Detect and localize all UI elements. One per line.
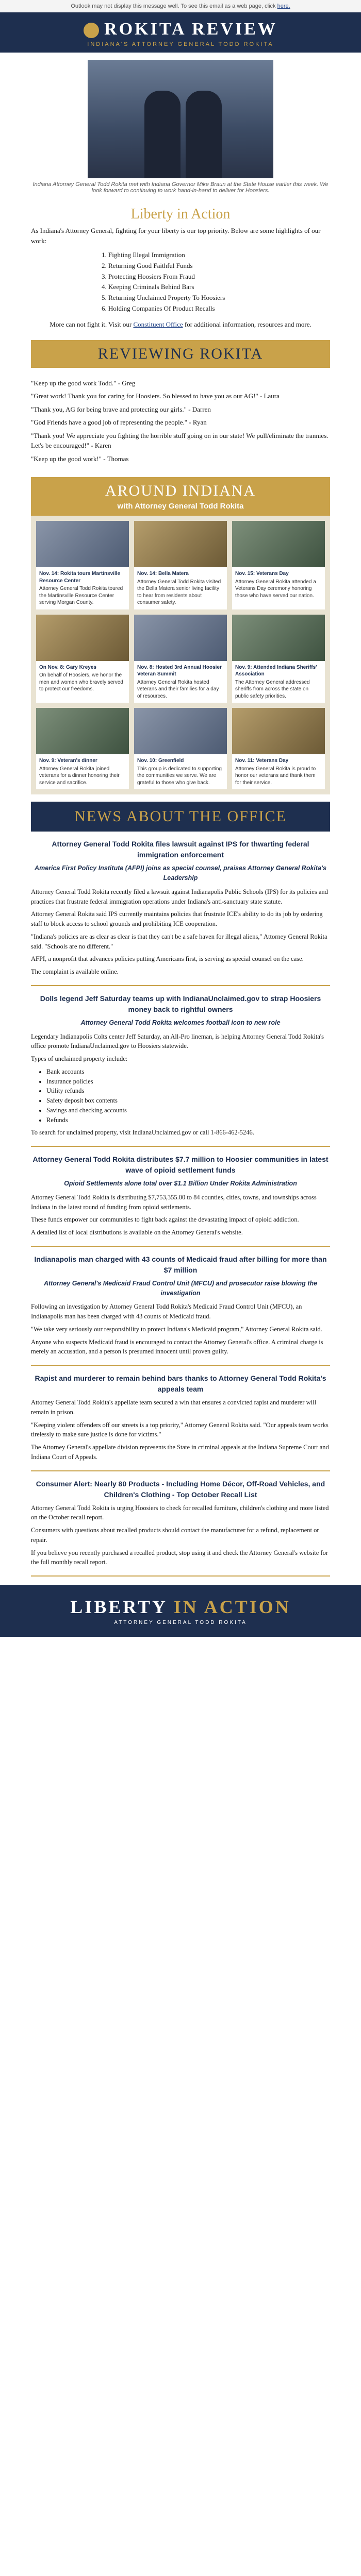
masthead-subtitle: INDIANA'S ATTORNEY GENERAL TODD ROKITA	[87, 41, 274, 47]
event-photo	[232, 521, 325, 567]
article-paragraph: These funds empower our communities to fight back against the devastating impact of opioid addiction.	[31, 1216, 299, 1224]
seal-icon	[84, 23, 99, 38]
article-subtitle: Opioid Settlements alone total over $1.1 Billion Under Rokita Administration	[64, 1180, 297, 1188]
photo-tile	[134, 521, 227, 609]
article-title: Attorney General Todd Rokita distributes $7.7 million to Hoosier communities in latest wave of opioid settlement funds	[32, 1155, 329, 1175]
hero-photo	[88, 60, 273, 178]
footer-tagline: ATTORNEY GENERAL TODD ROKITA	[114, 1620, 247, 1626]
article-paragraph: Following an investigation by Attorney General Todd Rokita's Medicaid Fraud Control Unit (MFCU), an Indianapolis man has been charged with 43 counts of Medicaid fraud.	[31, 1303, 302, 1320]
pillar-item: 5. Returning Unclaimed Property To Hoosiers	[108, 293, 361, 303]
tile-body: Attorney General Rokita joined veterans for a dinner honoring their service and sacrifice.	[39, 766, 120, 786]
list-item: • Bank accounts	[46, 1067, 330, 1077]
article-paragraph: Attorney General Todd Rokita recently filed a lawsuit against Indianapolis Public Schools (IPS) for its policies and practices that frustrate federal immigration operations under Indiana's anti-sanctuary state statute.	[31, 888, 328, 905]
article-subtitle: Attorney General's Medicaid Fraud Control Unit (MFCU) and prosecutor raise blowing the investigation	[43, 1279, 318, 1297]
article-title: Indianapolis man charged with 43 counts of Medicaid fraud after billing for more than $7 million	[34, 1255, 327, 1274]
pillar-item: 6. Holding Companies Of Product Recalls	[108, 303, 361, 314]
article-paragraph: A detailed list of local distributions is available on the Attorney General's website.	[31, 1229, 243, 1236]
article-paragraph: Consumers with questions about recalled products should contact the manufacturer for a refund, replacement or repair.	[31, 1527, 319, 1544]
article-paragraph: Attorney General Todd Rokita is urging Hoosiers to check for recalled furniture, children's clothing and more listed on the October recall report.	[31, 1504, 329, 1521]
photo-tile	[36, 615, 129, 703]
news-article	[31, 832, 330, 986]
news-title: NEWS ABOUT THE OFFICE	[31, 802, 330, 832]
photo-tile	[134, 708, 227, 789]
view-web-link[interactable]: here.	[277, 3, 290, 9]
liberty-title: Liberty in Action	[130, 206, 231, 222]
pillar-item: 2. Returning Good Faithful Funds	[108, 261, 361, 272]
tile-heading: On Nov. 8: Gary Kreyes	[39, 664, 96, 670]
article-paragraph: "Indiana's policies are as clear as clear is that they can't be a safe haven for illegal aliens," Attorney General Rokita said. "Schools are no different."	[31, 933, 327, 950]
around-header	[31, 477, 330, 516]
article-subtitle: Attorney General Todd Rokita welcomes football icon to new role	[80, 1019, 281, 1026]
list-item: • Utility refunds	[46, 1086, 330, 1096]
article-paragraph: Legendary Indianapolis Colts center Jeff Saturday, an All-Pro lineman, is helping Attorney General Todd Rokita's office promote IndianaUnclaimed.gov to Hoosiers statewide.	[31, 1032, 324, 1050]
event-photo	[134, 521, 227, 567]
photo-tile	[36, 708, 129, 789]
article-paragraph: Attorney General Todd Rokita's appellate team secured a win that ensures a convicted rapist and murderer will remain in prison.	[31, 1399, 317, 1416]
event-photo	[134, 708, 227, 754]
pillar-item: 3. Protecting Hoosiers From Fraud	[108, 272, 361, 282]
article-title: Rapist and murderer to remain behind bars thanks to Attorney General Todd Rokita's appeals team	[35, 1374, 326, 1394]
logo-word: LIBERTY	[70, 1597, 167, 1618]
property-type-list	[31, 1067, 330, 1125]
event-photo	[232, 708, 325, 754]
event-photo	[36, 615, 129, 661]
tile-heading: Nov. 15: Veterans Day	[235, 571, 289, 577]
article-subtitle: America First Policy Institute (AFPI) joins as special counsel, praises Attorney General Rokita's Leadership	[35, 865, 326, 882]
list-item: • Safety deposit box contents	[46, 1096, 330, 1106]
logo-word: IN ACTION	[173, 1597, 291, 1618]
masthead-brand	[5, 20, 356, 39]
tile-body: The Attorney General addressed sheriffs from across the state on public safety priorities.	[235, 679, 310, 699]
list-item: • Savings and checking accounts	[46, 1106, 330, 1115]
liberty-intro: As Indiana's Attorney General, fighting for your liberty is our top priority. Below are some highlights of our work:	[31, 227, 321, 245]
hero-caption: Indiana Attorney General Todd Rokita met with Indiana Governor Mike Braun at the State House earlier this week. We look forward to continuing to work hand-in-hand to deliver for Hoosiers.	[32, 181, 329, 194]
brand-name: ROKITA REVIEW	[104, 20, 277, 39]
tile-body: This group is dedicated to supporting the communities we serve. We are grateful to those who give back.	[137, 766, 222, 786]
photo-grid	[31, 516, 330, 794]
article-paragraph: Attorney General Rokita said IPS currently maintains policies that frustrate ICE's ability to do its job by ordering staff to block access to school grounds and prohibiting ICE cooperation.	[31, 910, 323, 928]
photo-tile	[36, 521, 129, 609]
tile-body: Attorney General Rokita hosted veterans and their families for a day of resources.	[137, 679, 219, 699]
figure-shape	[186, 91, 222, 178]
event-photo	[36, 708, 129, 754]
article-paragraph: AFPI, a nonprofit that advances policies putting Americans first, is serving as special counsel on the case.	[31, 955, 304, 963]
photo-tile	[134, 615, 227, 703]
news-article	[31, 1147, 330, 1247]
article-paragraph: Types of unclaimed property include:	[31, 1055, 128, 1063]
quote: "Thank you, AG for being brave and protecting our girls." - Darren	[31, 405, 211, 413]
list-item: • Insurance policies	[46, 1077, 330, 1087]
tile-body: Attorney General Rokita attended a Veterans Day ceremony honoring those who have served our nation.	[235, 579, 316, 599]
article-paragraph: Attorney General Todd Rokita is distributing $7,753,355.00 to 84 counties, cities, towns, and townships across Indiana in the latest round of funding from opioid settlements.	[31, 1193, 317, 1211]
article-paragraph: Anyone who suspects Medicaid fraud is encouraged to contact the Attorney General's office. A criminal charge is merely an accusation, and a person is presumed innocent until proven guilty.	[31, 1338, 323, 1355]
photo-tile	[232, 521, 325, 609]
photo-tile	[232, 708, 325, 789]
event-photo	[134, 615, 227, 661]
preheader-text: Outlook may not display this message well. To see this email as a web page, click	[71, 3, 276, 9]
article-title: Dolls legend Jeff Saturday teams up with IndianaUnclaimed.gov to strap Hoosiers money back to rightful owners	[40, 994, 321, 1013]
around-subtitle: with Attorney General Todd Rokita	[117, 502, 244, 511]
article-title: Attorney General Todd Rokita files lawsuit against IPS for thwarting federal immigration enforcement	[52, 840, 309, 859]
tile-heading: Nov. 10: Greenfield	[137, 758, 184, 764]
tile-body: Attorney General Rokita is proud to honor our veterans and thank them for their service.	[235, 766, 316, 786]
event-photo	[232, 615, 325, 661]
news-article	[31, 1366, 330, 1471]
article-paragraph: The Attorney General's appellate division represents the State in criminal appeals at the Indiana Supreme Court and Indiana Court of Appeals.	[31, 1444, 329, 1461]
figure-shape	[144, 91, 180, 178]
article-paragraph: "We take very seriously our responsibility to protect Indiana's Medicaid program," Attorney General Rokita said.	[31, 1325, 322, 1333]
preheader	[0, 0, 361, 12]
article-paragraph: The complaint is available online.	[31, 968, 119, 976]
tile-heading: Nov. 9: Veteran's dinner	[39, 758, 97, 764]
article-title: Consumer Alert: Nearly 80 Products - Including Home Décor, Off-Road Vehicles, and Children's Clothing - Top October Recall List	[36, 1479, 325, 1499]
tile-heading: Nov. 8: Hosted 3rd Annual Hoosier Veteran Summit	[137, 664, 222, 677]
pillar-item: 4. Keeping Criminals Behind Bars	[108, 282, 361, 293]
tile-body: On behalf of Hoosiers, we honor the men and women who bravely served to protect our freedoms.	[39, 672, 123, 692]
more-prefix: More can not fight it. Visit our	[50, 320, 132, 328]
article-paragraph: To search for unclaimed property, visit IndianaUnclaimed.gov or call 1-866-462-5246.	[31, 1129, 254, 1137]
tile-heading: Nov. 9: Attended Indiana Sheriffs' Association	[235, 664, 317, 677]
more-suffix: for additional information, resources and more.	[184, 320, 311, 328]
tile-heading: Nov. 11: Veterans Day	[235, 758, 289, 764]
tile-body: Attorney General Todd Rokita visited the Bella Matera senior living facility to hear from residents about consumer safety.	[137, 579, 221, 606]
footer-logo	[0, 1596, 361, 1618]
pillar-list	[0, 250, 361, 314]
tile-heading: Nov. 14: Rokita tours Martinsville Resource Center	[39, 571, 121, 584]
reviewing-title: REVIEWING ROKITA	[31, 340, 330, 368]
quote: "Keep up the good work Todd." - Greg	[31, 379, 136, 387]
pillar-item: 1. Fighting Illegal Immigration	[108, 250, 361, 261]
photo-tile	[232, 615, 325, 703]
event-photo	[36, 521, 129, 567]
article-paragraph: If you believe you recently purchased a recalled product, stop using it and check the Attorney General's website for the full monthly recall report.	[31, 1549, 329, 1566]
quote: "Great work! Thank you for caring for Hoosiers. So blessed to have you as our AG!" - Laura	[31, 392, 280, 400]
around-title: AROUND INDIANA	[105, 482, 256, 500]
tile-heading: Nov. 14: Bella Matera	[137, 571, 189, 577]
quote-list	[0, 372, 361, 470]
more-info	[0, 318, 361, 336]
news-article	[31, 1471, 330, 1577]
constituent-office-link[interactable]: Constituent Office	[133, 320, 183, 328]
quote: "Keep up the good work!" - Thomas	[31, 454, 129, 463]
masthead	[0, 12, 361, 53]
tile-body: Attorney General Todd Rokita toured the Martinsville Resource Center serving Morgan County.	[39, 586, 123, 606]
news-article	[31, 1247, 330, 1366]
list-item: • Refunds	[46, 1115, 330, 1125]
footer	[0, 1585, 361, 1637]
article-paragraph: "Keeping violent offenders off our streets is a top priority," Attorney General Rokita said. "Our appeals team works tirelessly to make sure justice is done for victims."	[31, 1421, 329, 1438]
quote: "Thank you! We appreciate you fighting the horrible stuff going on in our state! We pull/eliminate the trannies. Let's be encouraged!" - Karen	[31, 431, 329, 450]
quote: "God Friends have a good job of representing the people." - Ryan	[31, 418, 207, 427]
news-article	[31, 986, 330, 1147]
